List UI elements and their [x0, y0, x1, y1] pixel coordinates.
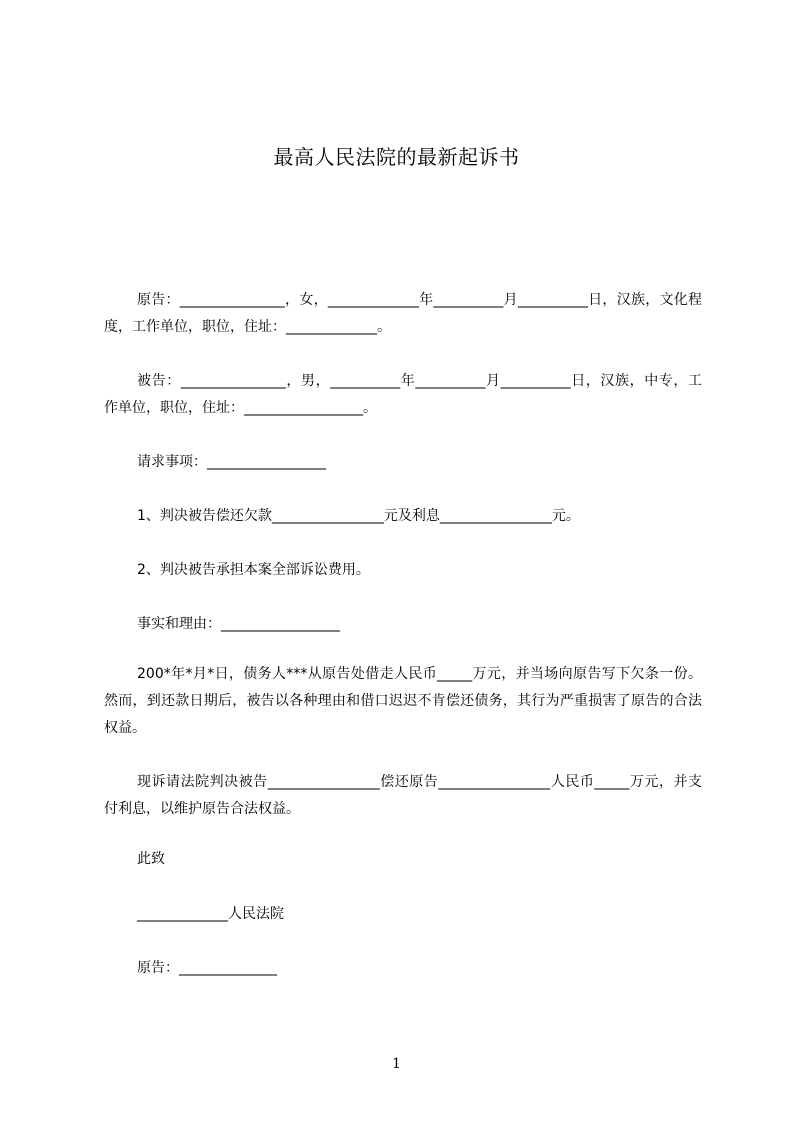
request-paragraph: 现诉请法院判决被告________________偿还原告________________人民币_____万元，并支付利息，以维护原告合法权益。: [104, 774, 702, 817]
salutation: 此致: [137, 851, 165, 867]
plaintiff-signature: 原告：______________: [137, 960, 277, 976]
defendant-info-paragraph: 被告：_______________，男，__________年__________月__________日，汉族，中专，工作单位，职位，住址：_________________。: [104, 373, 702, 416]
claims-heading: 请求事项：_________________: [137, 454, 326, 470]
court-recipient: _____________人民法院: [137, 906, 284, 922]
claim-item-2: 2、判决被告承担本案全部诉讼费用。: [137, 562, 370, 578]
plaintiff-info-paragraph: 原告：_______________，女，_____________年__________月__________日，汉族，文化程度，工作单位，职位，住址：_____________。: [104, 292, 702, 335]
claim-item-1: 1、判决被告偿还欠款________________元及利息________________元。: [137, 508, 580, 524]
document-title: 最高人民法院的最新起诉书: [273, 145, 520, 169]
facts-paragraph: 200*年*月*日，债务人***从原告处借走人民币_____万元，并当场向原告写下欠条一份。然而，到还款日期后，被告以各种理由和借口迟迟不肯偿还债务，其行为严重损害了原告的合法权益。: [104, 666, 702, 736]
facts-heading: 事实和理由：_________________: [137, 616, 340, 632]
page-number: 1: [392, 1056, 401, 1072]
